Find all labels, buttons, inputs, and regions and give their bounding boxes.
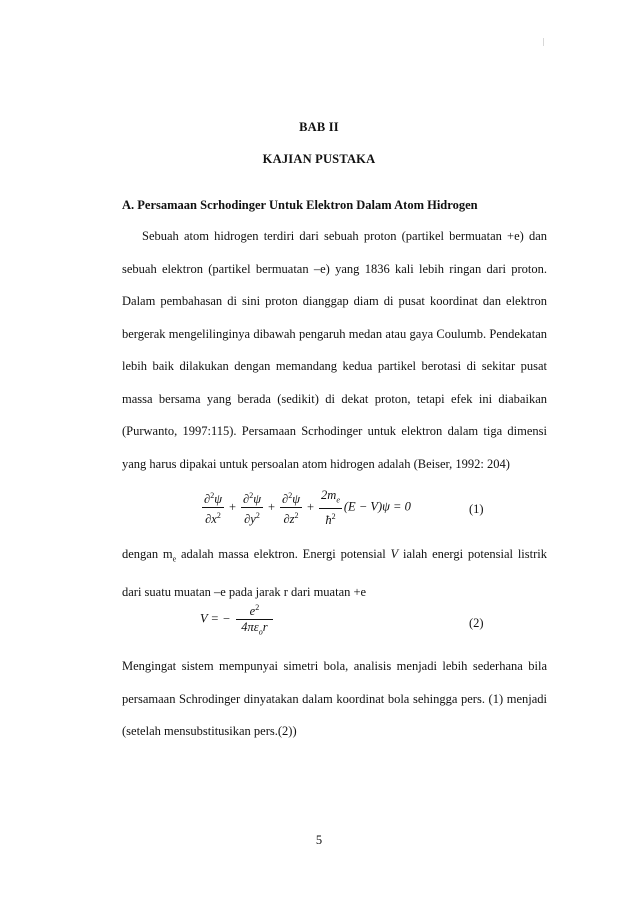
frac-d2psi-dz2: $\frac{\partial^2\psi}{\partial z^2}$ <box>280 488 302 527</box>
paragraph-intro <box>122 220 547 480</box>
paragraph-symmetry <box>122 650 547 748</box>
equation-lhs: V = − <box>200 611 231 626</box>
equation-schrodinger: $\frac{\partial^2\psi}{\partial x^2}$ + $\frac{\partial^2\psi}{\partial y^2}$ + $\frac{\partial^2\psi}{\partial z^2}$ + $\frac{2m_e}{ħ^2}$ (E − V)ψ = 0 <box>204 488 411 527</box>
equation-number-2: (2) <box>469 616 484 630</box>
frac-e2-4pieps: $\frac{e^2}{4\pi\varepsilon_or}$ <box>236 600 274 640</box>
chapter-title: KAJIAN PUSTAKA <box>262 152 376 166</box>
frac-d2psi-dy2: $\frac{\partial^2\psi}{\partial y^2}$ <box>241 488 263 527</box>
frac-d2psi-dx2: $\frac{\partial^2\psi}{\partial x^2}$ <box>202 488 224 527</box>
equation-tail: (E − V)ψ = 0 <box>343 499 411 514</box>
corner-mark <box>543 38 544 46</box>
paragraph-potential: dengan $m_e$ adalah massa elektron. Energi potensial V ialah energi potensial listrik dari suatu muatan –e pada jarak r dari muatan +e <box>122 547 548 599</box>
chapter-label: BAB II <box>299 120 339 134</box>
paragraph-symmetry-text: Mengingat sistem mempunyai simetri bola, analisis menjadi lebih sederhana bila persamaan Schrodinger dinyatakan dalam koordinat bola sehingga pers. (1) menjadi (setelah mensubstitusikan pers.(2)) <box>122 659 547 738</box>
equation-number-1: (1) <box>469 502 484 516</box>
section-heading: A. Persamaan Scrhodinger Untuk Elektron Dalam Atom Hidrogen <box>122 198 478 212</box>
equation-coulomb-potential <box>200 600 440 640</box>
page-number: 5 <box>315 833 323 847</box>
paragraph-intro-text: Sebuah atom hidrogen terdiri dari sebuah proton (partikel bermuatan +e) dan sebuah elektron (partikel bermuatan –e) yang 1836 kali lebih ringan dari proton. Dalam pembahasan di sini proton dianggap diam di pusat koordinat dan elektron bergerak mengelilinginya dibawah pengaruh medan atau gaya Coulumb. Pendekatan lebih baik dilakukan dengan memandang kedua partikel berotasi di sekitar pusat massa bersama yang berada (sedikit) di dekat proton, tetapi efek ini diabaikan (Purwanto, 1997:115). Persamaan Scrhodinger untuk elektron dalam tiga dimensi yang harus dipakai untuk persoalan atom hidrogen adalah (Beiser, 1992: 204) <box>122 229 547 471</box>
frac-2m-hbar2: $\frac{2m_e}{ħ^2}$ <box>321 488 340 527</box>
